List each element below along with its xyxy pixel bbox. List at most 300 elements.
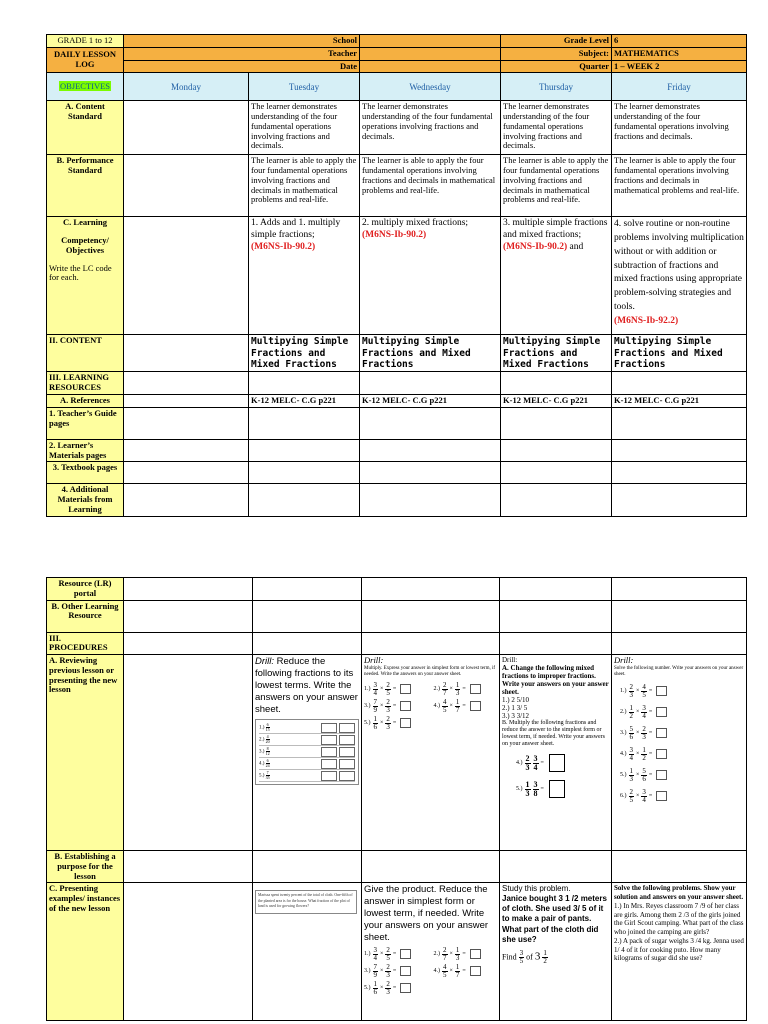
- answer-box[interactable]: [321, 759, 337, 769]
- item-number: 2.): [433, 950, 440, 957]
- competency-label-2: Competency/ Objectives: [61, 235, 109, 255]
- fraction-a: $\frac{2}{7}$: [443, 680, 447, 697]
- fraction-b: $\frac{1}{3}$: [455, 680, 460, 697]
- equals-sign: =: [392, 685, 397, 692]
- presenting-label: C. Presenting examples/ instances of the new lesson: [47, 883, 124, 1021]
- cell-thursday[interactable]: [501, 462, 612, 484]
- cell-wednesday[interactable]: [360, 407, 501, 439]
- times-sign: ×: [636, 792, 640, 799]
- equals-sign: =: [462, 967, 466, 974]
- answer-box[interactable]: [321, 723, 337, 733]
- cell-monday[interactable]: [124, 484, 249, 516]
- equals-sign: =: [462, 950, 466, 957]
- teacher-label: Teacher: [124, 47, 360, 60]
- item-number: 2.): [433, 685, 440, 692]
- cell-thursday[interactable]: [500, 851, 612, 883]
- fraction-b: $\frac{2}{3}$: [386, 979, 390, 996]
- friday-drill-items: [620, 684, 744, 804]
- cell-tuesday[interactable]: [253, 632, 362, 655]
- thursday-multiply-items: [516, 754, 609, 798]
- fraction-a: $\frac{5}{6}$: [629, 724, 633, 741]
- references-thursday: K-12 MELC- C.G p221: [501, 395, 612, 408]
- cell-monday[interactable]: [124, 632, 253, 655]
- answer-boxes: [321, 771, 355, 781]
- reviewing-friday: [612, 655, 747, 851]
- cell-friday[interactable]: [612, 439, 747, 462]
- drill-label: Drill:: [614, 655, 634, 666]
- content-label: II. CONTENT: [47, 335, 124, 372]
- equals-sign: =: [392, 702, 397, 709]
- answer-box[interactable]: [656, 728, 667, 738]
- multiply-item: [516, 754, 609, 772]
- quarter-label: Quarter: [501, 60, 612, 73]
- times-sign: ×: [449, 685, 453, 692]
- day-header-monday: Monday: [124, 73, 249, 101]
- day-header-wednesday: Wednesday: [360, 73, 501, 101]
- equals-sign: =: [392, 967, 397, 974]
- content-standard-label: A. Content Standard: [47, 101, 124, 155]
- cell-thursday[interactable]: [500, 578, 612, 601]
- procedures-label: III. PROCEDURES: [47, 632, 124, 655]
- reviewing-thursday-b: B. Multiply the following fractions and reduce the answer to the simplest form or lowest term, if needed. Write your answers on your answer sheet.: [502, 720, 605, 748]
- fraction-a: $\frac{1}{2}$: [629, 703, 633, 720]
- worksheet-fraction: $\frac{4}{20}$: [265, 733, 270, 744]
- multiply-item: [434, 947, 498, 962]
- times-sign: ×: [380, 950, 384, 957]
- cell-monday[interactable]: [124, 101, 249, 155]
- item-number: 3.): [620, 729, 627, 736]
- reviewing-friday-text: Solve the following number. Write your answers on your answer sheet.: [614, 665, 744, 678]
- grade-level-value[interactable]: 6: [612, 35, 747, 48]
- content-standard-tuesday: The learner demonstrates understanding of the four fundamental operations involving fractions and decimals.: [249, 101, 360, 155]
- worksheet-fraction: $\frac{8}{12}$: [265, 745, 270, 756]
- item-number: 4.): [516, 759, 523, 766]
- cell-friday[interactable]: [612, 462, 747, 484]
- times-sign: ×: [636, 750, 640, 757]
- item-number: 4.): [620, 750, 627, 757]
- content-tuesday: Multipying Simple Fractions and Mixed Fractions: [249, 335, 360, 372]
- answer-box[interactable]: [339, 759, 355, 769]
- subject-value[interactable]: MATHEMATICS: [612, 47, 747, 60]
- cell-friday[interactable]: [612, 632, 747, 655]
- answer-box[interactable]: [321, 747, 337, 757]
- day-header-friday: Friday: [612, 73, 747, 101]
- cell-friday[interactable]: [612, 484, 747, 516]
- fraction-a: $\frac{7}{9}$: [373, 697, 377, 714]
- word-problem-image: Marissa spent twenty percent of the total of cloth. One-fifth of the planted area is for the house. What fraction of the plot of land is used for growing flowers?: [255, 890, 357, 914]
- multiply-item: [364, 699, 428, 714]
- teachers-guide-label: 1. Teacher’s Guide pages: [47, 407, 124, 439]
- answer-box[interactable]: [470, 949, 481, 959]
- lesson-log-table-top: [46, 34, 747, 517]
- find-fraction-a: $\frac{3}{5}$: [519, 948, 524, 965]
- equals-sign: =: [462, 685, 466, 692]
- thursday-item-3: 3.) 3 3/12: [502, 712, 530, 721]
- fraction-a: $\frac{2}{5}$: [629, 787, 633, 804]
- multiply-item: [364, 964, 428, 979]
- fraction-b: $\frac{2}{3}$: [386, 962, 390, 979]
- presenting-friday-text: Solve the following problems. Show your solution and answers on your answer sheet.: [614, 884, 744, 902]
- objectives-header: OBJECTIVES: [47, 73, 124, 101]
- fraction-a: $\frac{3}{4}$: [629, 745, 633, 762]
- times-sign: ×: [636, 687, 640, 694]
- textbook-label: 3. Textbook pages: [47, 462, 124, 484]
- references-tuesday: K-12 MELC- C.G p221: [249, 395, 360, 408]
- cell-thursday[interactable]: [500, 600, 612, 632]
- equals-sign: =: [648, 729, 653, 736]
- cell-monday[interactable]: [124, 407, 249, 439]
- times-sign: ×: [380, 967, 384, 974]
- cell-thursday[interactable]: [501, 484, 612, 516]
- school-value[interactable]: [360, 35, 501, 48]
- item-number: 3.): [364, 967, 371, 974]
- answer-box[interactable]: [656, 686, 667, 696]
- fraction-a: $\frac{3}{4}$: [373, 680, 377, 697]
- answer-box[interactable]: [656, 770, 667, 780]
- cell-tuesday[interactable]: [253, 578, 362, 601]
- cell-tuesday[interactable]: [249, 372, 360, 395]
- lesson-log-table-bottom: [46, 577, 747, 1021]
- thursday-item-2: 2.) 1 3/ 5: [502, 704, 528, 713]
- content-friday: Multipying Simple Fractions and Mixed Fractions: [612, 335, 747, 372]
- cell-wednesday[interactable]: [362, 851, 500, 883]
- competency-wednesday: [360, 217, 501, 335]
- presenting-wednesday-text: Give the product. Reduce the answer in simplest form or lowest term, if needed. Write your answers on your answer sheet.: [364, 884, 489, 943]
- cell-wednesday[interactable]: [360, 439, 501, 462]
- cell-friday[interactable]: [612, 578, 747, 601]
- multiply-item: [516, 780, 609, 798]
- whole-number: 3: [534, 949, 541, 962]
- item-number: 1.): [620, 687, 627, 694]
- presenting-thursday-text-1: Study this problem.: [502, 884, 571, 894]
- fraction-a: $\frac{3}{4}$: [373, 945, 377, 962]
- multiply-item: [434, 964, 498, 979]
- item-number: 3.): [364, 702, 371, 709]
- answer-box[interactable]: [549, 780, 565, 798]
- cell-monday[interactable]: [124, 462, 249, 484]
- answer-box[interactable]: [400, 718, 411, 728]
- competency-thursday-text: 3. multiple simple fractions and mixed fractions;: [503, 218, 608, 241]
- times-sign: ×: [449, 950, 453, 957]
- lr-portal-label: Resource (LR) portal: [47, 578, 124, 601]
- equals-sign: =: [648, 792, 653, 799]
- reviewing-wednesday: [362, 655, 500, 851]
- presenting-thursday: [500, 883, 612, 1021]
- date-label: Date: [124, 60, 360, 73]
- times-sign: ×: [636, 708, 640, 715]
- fraction-b: $\frac{1}{7}$: [455, 697, 460, 714]
- competency-label-3: Write the LC code for each.: [49, 262, 112, 283]
- presenting-thursday-text-2: Janice bought 3 1 /2 meters of cloth. She used 3/ 5 of it to make a pair of pants. What part of the cloth did she use?: [502, 893, 607, 945]
- fraction-b: $\frac{1}{7}$: [455, 962, 460, 979]
- fraction-b: $\frac{2}{3}$: [386, 714, 390, 731]
- of-label: of: [526, 951, 533, 961]
- performance-standard-wednesday: The learner is able to apply the four fundamental operations involving fractions and decimals in mathematical problems and real-life.: [360, 155, 501, 217]
- item-number: 2.): [620, 708, 627, 715]
- presenting-friday: [612, 883, 747, 1021]
- worksheet-fraction: $\frac{7}{35}$: [265, 769, 270, 780]
- performance-standard-thursday: The learner is able to apply the four fundamental operations involving fractions and decimals in mathematical problems and real-life.: [501, 155, 612, 217]
- item-number: 1.): [364, 685, 371, 692]
- cell-monday[interactable]: [124, 883, 253, 1021]
- competency-thursday-tail: and: [569, 242, 584, 253]
- fraction-a: $\frac{1}{3}$: [525, 779, 530, 798]
- competency-label-1: C. Learning: [63, 217, 107, 228]
- cell-monday[interactable]: [124, 851, 253, 883]
- times-sign: ×: [380, 685, 384, 692]
- presenting-wednesday: [362, 883, 500, 1021]
- worksheet-row: [259, 746, 355, 758]
- answer-box[interactable]: [400, 684, 411, 694]
- cell-monday[interactable]: [124, 578, 253, 601]
- equals-sign: =: [392, 984, 397, 991]
- presenting-tuesday: [253, 883, 362, 1021]
- reviewing-thursday: [500, 655, 612, 851]
- reviewing-tuesday: [253, 655, 362, 851]
- answer-box[interactable]: [470, 701, 481, 711]
- multiply-item: [434, 682, 498, 697]
- multiply-item: [364, 716, 428, 731]
- reviewing-thursday-a: A. Change the following mixed fractions to improper fractions. Write your answers on your answer sheet.: [502, 664, 609, 697]
- grade-range-label: GRADE 1 to 12: [47, 35, 124, 48]
- additional-materials-label: 4. Additional Materials from Learning: [47, 484, 124, 516]
- times-sign: ×: [380, 984, 384, 991]
- fraction-a: $\frac{2}{3}$: [629, 682, 633, 699]
- fraction-b: $\frac{3}{4}$: [642, 703, 646, 720]
- answer-box[interactable]: [339, 771, 355, 781]
- multiply-worksheet: [364, 682, 497, 731]
- cell-wednesday[interactable]: [360, 462, 501, 484]
- answer-box[interactable]: [549, 754, 565, 772]
- references-wednesday: K-12 MELC- C.G p221: [360, 395, 501, 408]
- cell-wednesday[interactable]: [360, 372, 501, 395]
- answer-box[interactable]: [470, 684, 481, 694]
- item-number: 1.): [259, 725, 266, 731]
- competency-friday-text: 4. solve routine or non-routine problems involving multiplication without or with addition or subtraction of fractions and mixed fractions using appropriate problem-solving strategies and tools.: [614, 219, 744, 312]
- fraction-a: $\frac{4}{5}$: [443, 697, 447, 714]
- competency-tuesday-code: (M6NS-Ib-90.2): [251, 242, 316, 253]
- answer-box[interactable]: [400, 983, 411, 993]
- find-fraction-b: $\frac{1}{2}$: [543, 948, 547, 965]
- answer-box[interactable]: [656, 791, 667, 801]
- cell-tuesday[interactable]: [249, 407, 360, 439]
- day-header-thursday: Thursday: [501, 73, 612, 101]
- drill-label: Drill:: [502, 656, 518, 665]
- answer-box[interactable]: [339, 747, 355, 757]
- competency-thursday: [501, 217, 612, 335]
- worksheet-row: [259, 770, 355, 782]
- cell-monday[interactable]: [124, 600, 253, 632]
- content-standard-friday: The learner demonstrates understanding of the four fundamental operations involving fractions and decimals.: [612, 101, 747, 155]
- multiply-item: [364, 682, 428, 697]
- cell-wednesday[interactable]: [362, 600, 500, 632]
- date-value[interactable]: [360, 60, 501, 73]
- times-sign: ×: [449, 702, 453, 709]
- content-standard-wednesday: The learner demonstrates understanding of the four fundamental operations involving fractions and decimals.: [360, 101, 501, 155]
- competency-wednesday-text: 2. multiply mixed fractions;: [362, 218, 469, 229]
- answer-box[interactable]: [470, 966, 481, 976]
- presenting-friday-p2: 2.) A pack of sugar weighs 3 /4 kg. Jenna used 1/ 4 of it for cooking puto. How many kilograms of sugar did she use?: [614, 936, 744, 963]
- fraction-b: $\frac{2}{5}$: [386, 945, 390, 962]
- cell-wednesday[interactable]: [362, 632, 500, 655]
- equals-sign: =: [540, 759, 544, 766]
- cell-wednesday[interactable]: [362, 578, 500, 601]
- worksheet-row: [259, 734, 355, 746]
- performance-standard-friday: The learner is able to apply the four fundamental operations involving fractions and decimals in mathematical problems and real-life.: [612, 155, 747, 217]
- learners-materials-label: 2. Learner’s Materials pages: [47, 439, 124, 462]
- grade-level-label: Grade Level: [501, 35, 612, 48]
- equals-sign: =: [540, 785, 544, 792]
- fraction-b: $\frac{3}{8}$: [533, 779, 538, 798]
- reviewing-tuesday-text: Reduce the following fractions to its lowest terms. Write the answers on your answer sheet.: [255, 656, 358, 715]
- answer-boxes: [321, 759, 355, 769]
- item-number: 5.): [516, 785, 523, 792]
- cell-monday[interactable]: [124, 395, 249, 408]
- cell-monday[interactable]: [124, 439, 249, 462]
- subject-label: Subject:: [501, 47, 612, 60]
- cell-monday[interactable]: [124, 335, 249, 372]
- doc-title: DAILY LESSON LOG: [47, 47, 124, 73]
- fraction-a: $\frac{1}{3}$: [629, 766, 633, 783]
- fraction-a: $\frac{4}{5}$: [443, 962, 447, 979]
- cell-friday[interactable]: [612, 407, 747, 439]
- fraction-b: $\frac{2}{5}$: [386, 680, 390, 697]
- competency-friday: [612, 217, 747, 335]
- fraction-b: $\frac{3}{4}$: [642, 787, 646, 804]
- quarter-value[interactable]: 1 – WEEK 2: [612, 60, 747, 73]
- cell-monday[interactable]: [124, 155, 249, 217]
- performance-standard-label: B. Performance Standard: [47, 155, 124, 217]
- multiply-item: [364, 947, 428, 962]
- competency-wednesday-code: (M6NS-Ib-90.2): [362, 230, 427, 241]
- item-number: 6.): [620, 792, 627, 799]
- competency-friday-code: (M6NS-Ib-92.2): [614, 315, 679, 326]
- cell-friday[interactable]: [612, 851, 747, 883]
- item-number: 5.): [620, 771, 627, 778]
- times-sign: ×: [449, 967, 453, 974]
- purpose-label: B. Establishing a purpose for the lesson: [47, 851, 124, 883]
- thursday-item-1: 1.) 2 5/10: [502, 696, 530, 705]
- cell-wednesday[interactable]: [360, 484, 501, 516]
- reviewing-label: A. Reviewing previous lesson or presenting the new lesson: [47, 655, 124, 851]
- fraction-a: $\frac{1}{6}$: [373, 714, 377, 731]
- fraction-b: $\frac{4}{5}$: [642, 682, 646, 699]
- drill-item: [620, 747, 744, 762]
- fraction-b: $\frac{1}{3}$: [455, 945, 460, 962]
- fraction-a: $\frac{2}{3}$: [525, 753, 530, 772]
- fraction-a: $\frac{2}{7}$: [443, 945, 447, 962]
- cell-thursday[interactable]: [501, 439, 612, 462]
- drill-item: [620, 789, 744, 804]
- drill-item: [620, 768, 744, 783]
- performance-standard-tuesday: The learner is able to apply the four fundamental operations involving fractions and decimals in mathematical problems and real-life.: [249, 155, 360, 217]
- answer-boxes: [321, 747, 355, 757]
- cell-monday[interactable]: [124, 372, 249, 395]
- times-sign: ×: [636, 771, 640, 778]
- cell-tuesday[interactable]: [253, 600, 362, 632]
- worksheet-fraction: $\frac{6}{24}$: [265, 757, 270, 768]
- cell-friday[interactable]: [612, 600, 747, 632]
- competency-tuesday-text: 1. Adds and 1. multiply simple fractions;: [251, 218, 341, 241]
- learning-resources-label: III. LEARNING RESOURCES: [47, 372, 124, 395]
- drill-label: Drill:: [364, 655, 384, 666]
- cell-monday[interactable]: [124, 217, 249, 335]
- content-thursday: Multipying Simple Fractions and Mixed Fractions: [501, 335, 612, 372]
- drill-item: [620, 705, 744, 720]
- day-header-tuesday: Tuesday: [249, 73, 360, 101]
- teacher-value[interactable]: [360, 47, 501, 60]
- multiply-item: [434, 699, 498, 714]
- answer-box[interactable]: [400, 966, 411, 976]
- content-wednesday: Multipying Simple Fractions and Mixed Fractions: [360, 335, 501, 372]
- answer-box[interactable]: [339, 723, 355, 733]
- fraction-b: $\frac{2}{3}$: [642, 724, 646, 741]
- answer-box[interactable]: [656, 749, 667, 759]
- cell-monday[interactable]: [124, 655, 253, 851]
- cell-tuesday[interactable]: [249, 462, 360, 484]
- item-number: 4.): [259, 761, 266, 767]
- find-expression: [502, 950, 609, 965]
- answer-box[interactable]: [339, 735, 355, 745]
- item-number: 4.): [433, 967, 440, 974]
- equals-sign: =: [462, 702, 466, 709]
- reduce-worksheet: [255, 719, 359, 785]
- item-number: 5.): [259, 773, 266, 779]
- times-sign: ×: [380, 702, 384, 709]
- worksheet-row: [259, 758, 355, 770]
- item-number: 5.): [364, 984, 371, 991]
- cell-friday[interactable]: [612, 372, 747, 395]
- competency-thursday-code: (M6NS-Ib-90.2): [503, 242, 568, 253]
- equals-sign: =: [648, 708, 653, 715]
- item-number: 5.): [364, 719, 371, 726]
- references-friday: K-12 MELC- C.G p221: [612, 395, 747, 408]
- school-label: School: [124, 35, 360, 48]
- fraction-a: $\frac{7}{9}$: [373, 962, 377, 979]
- other-resources-label: B. Other Learning Resource: [47, 600, 124, 632]
- item-number: 4.): [433, 702, 440, 709]
- cell-thursday[interactable]: [501, 407, 612, 439]
- fraction-b: $\frac{1}{2}$: [642, 745, 646, 762]
- content-standard-thursday: The learner demonstrates understanding of the four fundamental operations involving fractions and decimals.: [501, 101, 612, 155]
- cell-tuesday[interactable]: [253, 851, 362, 883]
- cell-tuesday[interactable]: [249, 484, 360, 516]
- answer-boxes: [321, 723, 355, 733]
- drill-item: [620, 684, 744, 699]
- answer-box[interactable]: [656, 707, 667, 717]
- drill-label: Drill:: [255, 656, 274, 668]
- answer-box[interactable]: [321, 735, 337, 745]
- fraction-a: $\frac{1}{6}$: [373, 979, 377, 996]
- worksheet-row: [259, 722, 355, 734]
- answer-boxes: [321, 735, 355, 745]
- item-number: 1.): [364, 950, 371, 957]
- reviewing-wednesday-text: Multiply. Express your answer in simplest form or lowest term, if needed. Write the answers on your answer sheet.: [364, 665, 496, 678]
- fraction-b: $\frac{3}{4}$: [533, 753, 538, 772]
- answer-box[interactable]: [321, 771, 337, 781]
- product-worksheet: [364, 947, 497, 996]
- cell-thursday[interactable]: [500, 632, 612, 655]
- cell-tuesday[interactable]: [249, 439, 360, 462]
- fraction-b: $\frac{5}{6}$: [642, 766, 646, 783]
- cell-thursday[interactable]: [501, 372, 612, 395]
- drill-item: [620, 726, 744, 741]
- presenting-friday-p1: 1.) In Mrs. Reyes classroom 7 /9 of her class are girls. Among them 2 /3 of the girls joined the Girl Scout camping. What part of the class who joined the camping are girls?: [614, 901, 744, 937]
- fraction-b: $\frac{2}{3}$: [386, 697, 390, 714]
- find-label: Find: [502, 951, 517, 961]
- answer-box[interactable]: [400, 949, 411, 959]
- answer-box[interactable]: [400, 701, 411, 711]
